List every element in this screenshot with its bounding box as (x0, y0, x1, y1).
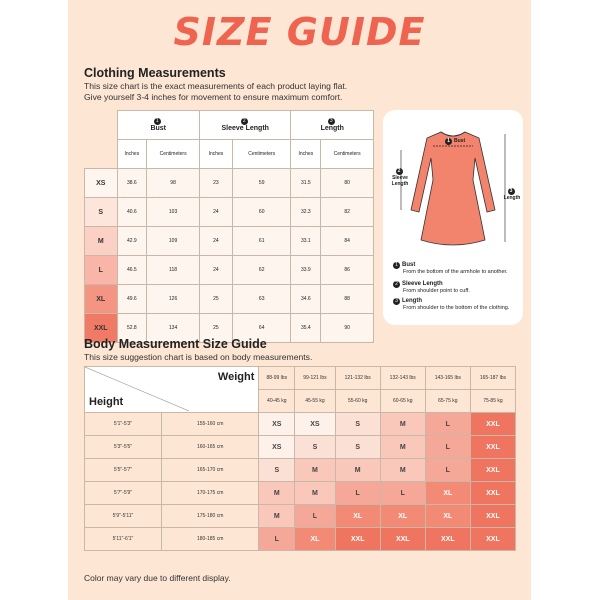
measurement-cell: 134 (147, 314, 200, 343)
body-row (85, 505, 516, 528)
size-label: XS (85, 169, 118, 198)
measurement-cell: 103 (147, 198, 200, 227)
size-cell: XXL (470, 505, 515, 528)
measurement-cell: 24 (199, 256, 232, 285)
body-table: Weight Height 88-99 lbs 99-121 lbs 121-132 lbs 132-143 lbs 143-165 lbs 165-187 lbs 40-45 kg 45-55 kg 55-60 kg 60-65 kg 65-75 kg 75-85 kg 5'1"-5'3" 155-160 cm XS XS S M L XXL 5'3"-5'5" 160-165 cm XS S S M L XXL 5'5"-5'7" 165-170 cm S M M M L XXL 5'7"-5'9" 170-175 cm M M L L XL XXL 5'9"-5'11" 175-180 cm M L XL XL XL XXL 5'11"-6'1" 180-185 cm L XL XXL XXL XXL XXL (84, 366, 516, 551)
body-row (85, 459, 516, 482)
size-cell: XL (425, 482, 470, 505)
clothing-heading: Clothing Measurements (84, 66, 226, 80)
measurement-cell: 63 (232, 285, 291, 314)
size-cell: XL (380, 505, 425, 528)
measurement-cell: 34.6 (291, 285, 321, 314)
size-cell: XXL (425, 528, 470, 551)
height-ft: 5'11"-6'1" (85, 528, 162, 551)
measurement-cell: 86 (321, 256, 374, 285)
height-cm: 160-165 cm (161, 436, 258, 459)
clothing-desc-1: This size chart is the exact measurements of each product laying flat. (84, 81, 348, 91)
measurement-cell: 46.5 (117, 256, 147, 285)
body-heading: Body Measurement Size Guide (84, 337, 267, 351)
weight-height-header: Weight Height (85, 367, 259, 413)
height-ft: 5'1"-5'3" (85, 413, 162, 436)
size-cell: XXL (380, 528, 425, 551)
size-cell: M (295, 482, 335, 505)
height-cm: 175-180 cm (161, 505, 258, 528)
size-cell: L (425, 413, 470, 436)
measurement-cell: 32.3 (291, 198, 321, 227)
height-ft: 5'3"-5'5" (85, 436, 162, 459)
bust-marker: 1 Bust (445, 138, 465, 145)
measurement-cell: 62 (232, 256, 291, 285)
clothing-row (85, 198, 374, 227)
size-cell: L (380, 482, 425, 505)
measurement-cell: 40.6 (117, 198, 147, 227)
size-guide-page (68, 0, 531, 600)
measurement-cell: 84 (321, 227, 374, 256)
size-cell: XXL (470, 482, 515, 505)
size-cell: XXL (470, 436, 515, 459)
body-desc: This size suggestion chart is based on body measurements. (84, 352, 313, 362)
measurement-cell: 23 (199, 169, 232, 198)
length-marker: 3 Length (503, 188, 521, 201)
size-cell: L (425, 459, 470, 482)
bust-column-header: 1 Bust (117, 111, 199, 140)
measurement-cell: 33.9 (291, 256, 321, 285)
measurement-cell: 24 (199, 227, 232, 256)
measurement-cell: 88 (321, 285, 374, 314)
measurement-cell: 31.5 (291, 169, 321, 198)
measurement-cell: 25 (199, 314, 232, 343)
measurement-cell: 42.9 (117, 227, 147, 256)
measurement-cell: 38.6 (117, 169, 147, 198)
size-cell: M (295, 459, 335, 482)
size-cell: S (259, 459, 295, 482)
size-cell: XXL (470, 413, 515, 436)
size-cell: M (259, 505, 295, 528)
size-cell: S (335, 436, 380, 459)
legend-item-sleeve: 2 Sleeve Length From shoulder point to cuff. (393, 281, 470, 294)
size-label: XL (85, 285, 118, 314)
number-1-icon: 1 (154, 118, 161, 125)
size-cell: XXL (470, 528, 515, 551)
size-cell: L (335, 482, 380, 505)
height-cm: 170-175 cm (161, 482, 258, 505)
measurement-cell: 109 (147, 227, 200, 256)
size-cell: S (335, 413, 380, 436)
size-label: S (85, 198, 118, 227)
height-ft: 5'5"-5'7" (85, 459, 162, 482)
height-ft: 5'7"-5'9" (85, 482, 162, 505)
measurement-cell: 90 (321, 314, 374, 343)
body-row (85, 436, 516, 459)
measurement-cell: 59 (232, 169, 291, 198)
measurement-cell: 61 (232, 227, 291, 256)
measurement-cell: 33.1 (291, 227, 321, 256)
length-column-header: 3 Length (291, 111, 374, 140)
size-cell: M (380, 459, 425, 482)
clothing-table: 1 Bust 2 Sleeve Length 3 Length Inches Centimeters Inches Centimeters Inches Centimeters XS 38.6 98 23 59 31.5 80 S 40.6 103 24 60 32.3 82 M 42.9 109 24 61 33.1 84 L 46.5 118 24 62 33.9 86 XL 49.6 126 25 63 34.6 88 XXL 52.8 134 25 64 35.4 90 (84, 110, 374, 343)
page-title: SIZE GUIDE (173, 10, 426, 54)
height-ft: 5'9"-5'11" (85, 505, 162, 528)
size-cell: L (295, 505, 335, 528)
size-cell: XXL (335, 528, 380, 551)
measurement-cell: 82 (321, 198, 374, 227)
size-label: M (85, 227, 118, 256)
measurement-cell: 24 (199, 198, 232, 227)
size-cell: M (335, 459, 380, 482)
clothing-row (85, 256, 374, 285)
height-cm: 180-185 cm (161, 528, 258, 551)
sleeve-marker: 2 Sleeve Length (391, 168, 409, 187)
clothing-desc-2: Give yourself 3-4 inches for movement to ensure maximum comfort. (84, 92, 343, 102)
size-cell: XXL (470, 459, 515, 482)
height-cm: 165-170 cm (161, 459, 258, 482)
clothing-row (85, 285, 374, 314)
measurement-cell: 60 (232, 198, 291, 227)
size-cell: S (295, 436, 335, 459)
size-cell: XL (335, 505, 380, 528)
size-cell: M (259, 482, 295, 505)
number-2-icon: 2 (241, 118, 248, 125)
size-cell: XS (295, 413, 335, 436)
body-row (85, 413, 516, 436)
size-cell: XL (295, 528, 335, 551)
clothing-row (85, 227, 374, 256)
measurement-cell: 52.8 (117, 314, 147, 343)
measurement-cell: 80 (321, 169, 374, 198)
measurement-cell: 118 (147, 256, 200, 285)
measurement-cell: 49.6 (117, 285, 147, 314)
size-cell: XL (425, 505, 470, 528)
legend-item-bust: 1 Bust From the bottom of the armhole to another. (393, 262, 508, 275)
legend-item-length: 3 Length From shoulder to the bottom of the clothing. (393, 298, 509, 311)
size-cell: M (380, 436, 425, 459)
size-cell: L (259, 528, 295, 551)
body-row (85, 528, 516, 551)
body-row (85, 482, 516, 505)
size-cell: M (380, 413, 425, 436)
measurement-cell: 64 (232, 314, 291, 343)
number-3-icon: 3 (328, 118, 335, 125)
footer-note: Color may vary due to different display. (84, 573, 231, 583)
measurement-cell: 98 (147, 169, 200, 198)
size-label: L (85, 256, 118, 285)
height-cm: 155-160 cm (161, 413, 258, 436)
sleeve-column-header: 2 Sleeve Length (199, 111, 291, 140)
size-cell: XS (259, 413, 295, 436)
measurement-cell: 35.4 (291, 314, 321, 343)
measurement-cell: 25 (199, 285, 232, 314)
size-cell: L (425, 436, 470, 459)
measurement-cell: 126 (147, 285, 200, 314)
size-cell: XS (259, 436, 295, 459)
clothing-row (85, 169, 374, 198)
size-label: XXL (85, 314, 118, 343)
